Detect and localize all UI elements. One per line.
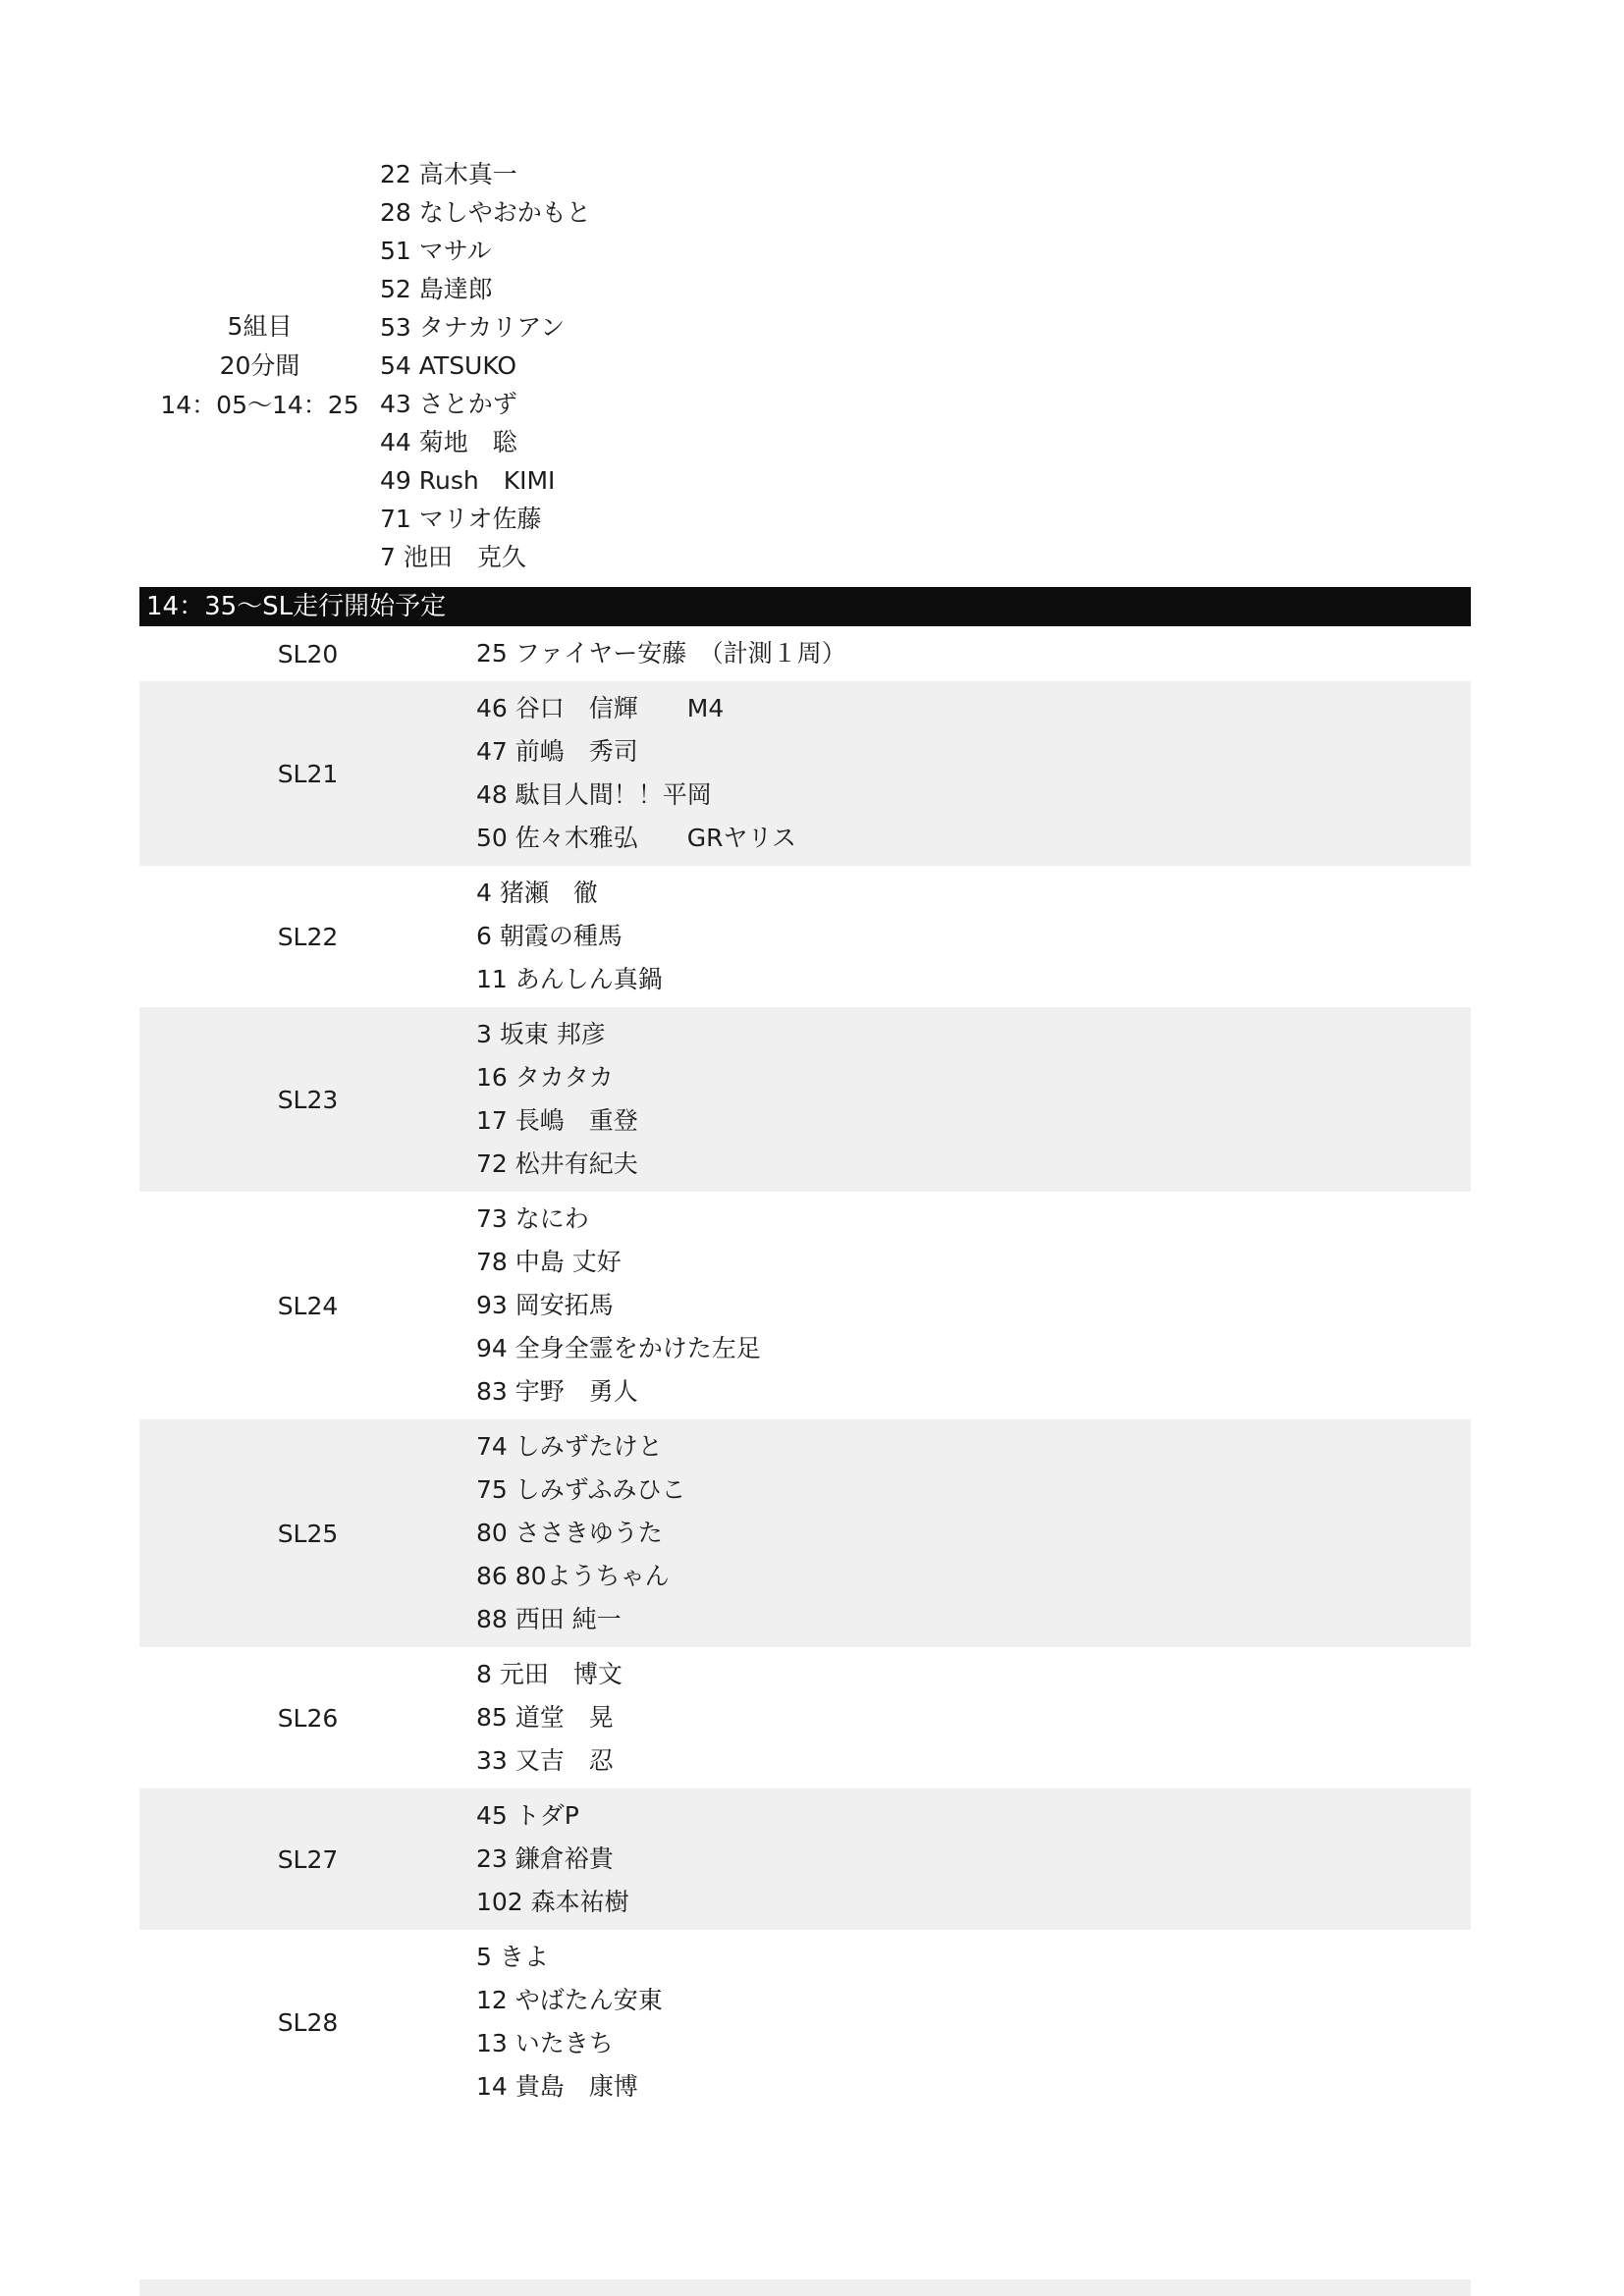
group-entry: 44 菊地 聡 [380, 428, 517, 456]
sl-entry-list [476, 1419, 1471, 1647]
sl-entry: 8 元田 博文 [476, 1660, 623, 1688]
sl-entry: 83 宇野 勇人 [476, 1377, 638, 1406]
sl-entry: 17 長嶋 重登 [476, 1106, 638, 1135]
sl-entry: 33 又吉 忍 [476, 1746, 614, 1775]
sl-entry: 50 佐々木雅弘 GRヤリス [476, 824, 797, 852]
sl-label: SL25 [277, 1519, 339, 1548]
sl-entry-list [476, 1647, 1471, 1789]
sl-entry: 45 トダP [476, 1801, 579, 1830]
table-row-sl23 [139, 1007, 1471, 1192]
group-entry: 22 高木真一 [380, 160, 517, 188]
sl-entry-list [476, 866, 1471, 1007]
sl-entry: 23 鎌倉裕貴 [476, 1844, 614, 1873]
sl-entry-list [476, 1789, 1471, 1930]
group-time-range: 14：05〜14：25 [160, 390, 359, 419]
table-row-sl21 [139, 681, 1471, 866]
sl-entry: 14 貴島 康博 [476, 2072, 638, 2101]
group-duration: 20分間 [219, 350, 300, 380]
sl-entry: 102 森本祐樹 [476, 1888, 629, 1916]
sl-entry: 12 やばたん安東 [476, 1986, 663, 2014]
sl-entry: 80 ささきゆうた [476, 1519, 663, 1547]
sl-label: SL26 [277, 1703, 339, 1733]
table-row-sl20 [139, 626, 1471, 681]
table-row-sl26 [139, 1647, 1471, 1789]
sl-entry: 16 タカタカ [476, 1063, 614, 1092]
sl-label: SL22 [277, 922, 339, 951]
group-entry: 49 Rush KIMI [380, 466, 556, 495]
group-info-cell [139, 155, 380, 576]
next-row-sliver [139, 2279, 1471, 2296]
sl-entry: 4 猪瀬 徹 [476, 879, 598, 907]
group-entry-list [380, 155, 1471, 576]
table-row-sl27 [139, 1789, 1471, 1930]
group-entry: 7 池田 克久 [380, 543, 526, 571]
sl-entry: 86 80ようちゃん [476, 1562, 670, 1590]
sl-schedule-table [139, 626, 1471, 2114]
sl-label: SL23 [277, 1085, 339, 1114]
sl-entry: 3 坂東 邦彦 [476, 1020, 606, 1048]
sl-entry-list [476, 1930, 1471, 2114]
sl-entry: 85 道堂 晃 [476, 1703, 614, 1732]
sl-label: SL24 [277, 1291, 339, 1320]
sl-entry: 46 谷口 信輝 M4 [476, 694, 725, 722]
sl-entry: 11 あんしん真鍋 [476, 965, 663, 993]
sl-label: SL21 [277, 759, 339, 788]
group-entry: 43 さとかず [380, 390, 517, 418]
group-entry: 28 なしやおかもと [380, 198, 591, 227]
group-entry: 54 ATSUKO [380, 351, 517, 380]
sl-entry-list [476, 626, 1471, 681]
sl-entry: 48 駄目人間！！平岡 [476, 780, 712, 809]
table-row-sl28 [139, 1930, 1471, 2114]
group-name: 5組目 [227, 311, 293, 341]
group-entry: 52 島達郎 [380, 275, 493, 303]
sl-entry: 74 しみずたけと [476, 1432, 663, 1461]
sl-entry-list [476, 681, 1471, 866]
group-5-section [139, 155, 1471, 576]
sl-label: SL28 [277, 2007, 339, 2037]
group-entry: 51 マサル [380, 237, 492, 265]
sl-entry-list [476, 1192, 1471, 1419]
sl-entry: 72 松井有紀夫 [476, 1149, 638, 1178]
sl-start-banner: 14：35〜SL走行開始予定 [139, 587, 1471, 626]
schedule-document [139, 0, 1471, 2114]
sl-entry: 6 朝霞の種馬 [476, 922, 623, 950]
sl-entry: 13 いたきち [476, 2029, 614, 2057]
sl-label: SL20 [277, 639, 339, 668]
sl-entry: 73 なにわ [476, 1204, 589, 1233]
table-row-sl24 [139, 1192, 1471, 1419]
sl-entry: 47 前嶋 秀司 [476, 737, 638, 766]
table-row-sl22 [139, 866, 1471, 1007]
table-row-sl25 [139, 1419, 1471, 1647]
sl-entry: 94 全身全霊をかけた左足 [476, 1334, 761, 1362]
sl-entry: 88 西田 純一 [476, 1605, 622, 1633]
sl-entry: 75 しみずふみひこ [476, 1475, 686, 1504]
sl-entry-list [476, 1007, 1471, 1192]
group-entry: 71 マリオ佐藤 [380, 505, 542, 533]
sl-entry: 5 きよ [476, 1943, 549, 1971]
group-entry: 53 タナカリアン [380, 313, 566, 342]
sl-label: SL27 [277, 1844, 339, 1874]
sl-entry: 25 ファイヤー安藤 （計測１周） [476, 639, 846, 667]
sl-entry: 93 岡安拓馬 [476, 1291, 614, 1319]
sl-entry: 78 中島 丈好 [476, 1248, 622, 1276]
